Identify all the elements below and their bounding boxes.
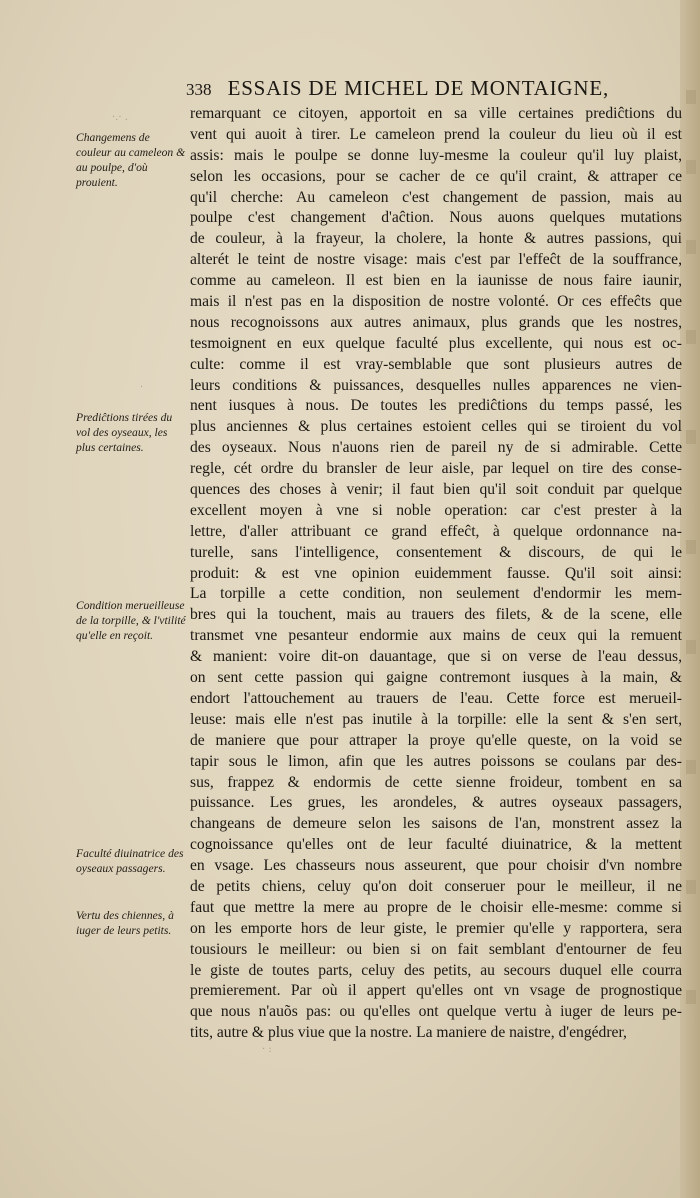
running-title: ESSAIS DE MICHEL DE MONTAIGNE, <box>227 76 610 100</box>
text-line: tapir sous le limon, afin que les autres poissons se coulans par des- <box>190 752 682 770</box>
text-line: puissance. Les grues, les arondeles, & autres oyseaux passagers, <box>190 794 682 812</box>
text-line: bres qui la touchent, mais au trauers des filets, & de la scene, elle <box>190 606 682 624</box>
text-line: turelle, sans l'intelligence, consentement & discours, de qui le <box>190 543 682 561</box>
text-line: tesmoignent en eux quelque faculté plus excellente, qui nous est oc- <box>190 334 682 352</box>
text-line: tits, autre & plus viue que la nostre. La maniere de naistre, d'engédrer, <box>190 1024 627 1042</box>
text-line: le giste de toutes parts, celuy des petits, au secours duquel elle courra <box>190 961 682 979</box>
text-line: poulpe c'est changement d'aĉtion. Nous auons quelques mutations <box>190 209 682 227</box>
ink-smudge: · <box>140 382 144 393</box>
text-line: alterét le teint de nostre visage: mais c'est par l'effeĉt de la souffrance, <box>190 251 682 269</box>
page-number: 338 <box>186 80 212 99</box>
text-line: de petits chiens, celuy qu'on doit conseruer pour le meilleur, il ne <box>190 877 682 895</box>
text-line: en vsage. Les chasseurs nous asseurent, que pour choisir d'vn nombre <box>190 857 682 875</box>
text-line: leurs conditions & puissances, desquelles nulles apparences ne vien- <box>190 376 682 394</box>
text-line: sus, frappez & endormis de cette sienne froideur, tombent en sa <box>190 773 682 791</box>
text-line: transmet vne pesanteur endormie aux mains de ceux qui la remuent <box>190 627 682 645</box>
text-line: excellent moyen à vne si noble operation: car c'est prester à la <box>190 501 682 519</box>
text-line: vent qui auoit à tirer. Le cameleon prend la couleur du lieu où il est <box>190 125 682 143</box>
text-line: on sent cette passion qui gaigne contremont iusques à la main, & <box>190 669 682 687</box>
text-line: remarquant ce citoyen, apportoit en sa ville certaines prediĉtions du <box>190 105 682 122</box>
facing-page-edge <box>680 0 700 1198</box>
text-line: nous recognoissons aux autres animaux, plus grands que les nostres, <box>190 313 682 331</box>
text-line: quences des choses à venir; il faut bien qu'il soit conduit par quelque <box>190 481 682 499</box>
text-line: culte: comme il est vray-semblable que sont plusieurs autres de <box>190 355 682 373</box>
text-line: La torpille a cette condition, non seulement d'endormir les mem- <box>190 585 682 603</box>
text-line: des oyseaux. Nous n'auons rien de pareil ny de si admirable. Cette <box>190 439 682 457</box>
text-line: lettre, d'aller attribuant ce grand effeĉt, à quelque ordonnance na- <box>190 522 682 540</box>
text-line: & manient: voire dit-on dauantage, que si on verse de l'eau dessus, <box>190 648 682 666</box>
running-header <box>186 76 666 102</box>
text-line: endort l'attouchement au trauers de l'eau. Cette force est merueil- <box>190 689 682 707</box>
text-line: que nous n'auõs pas: ou qu'elles ont quelque vertu à iuger de leurs pe- <box>190 1003 682 1021</box>
text-line: plus anciennes & plus certaines estoient celles qui se tiroient du vol <box>190 418 682 436</box>
text-line: regle, cét ordre du bransler de leur aisle, par lequel on tire des conse- <box>190 460 682 478</box>
ink-smudge: · : <box>262 1044 272 1055</box>
main-text-column <box>190 104 682 1044</box>
text-line: comme au cameleon. Il est bien en la iaunisse de nous faire iaunir, <box>190 272 682 290</box>
text-line: changeans de demeure selon les saisons de l'an, monstrent assez la <box>190 815 682 833</box>
text-line: selon les occasions, pour se cacher de ce qu'il craint, & attraper ce <box>190 167 682 185</box>
text-line: assis: mais le poulpe se donne luy-mesme la couleur qu'il luy plaist, <box>190 146 682 164</box>
text-line: mais il n'est pas en la disposition de nostre volonté. Or ces effeĉts que <box>190 293 682 311</box>
margin-note-dogs: Vertu des chiennes, à iuger de leurs petits. <box>76 909 174 937</box>
margin-note-torpedo: Condition merueilleuse de la torpille, & l'vtilité qu'elle en reçoit. <box>76 599 186 642</box>
text-line: de couleur, à la frayeur, la cholere, la honte & autres passions, qui <box>190 230 682 248</box>
margin-note-divination: Faculté diuinatrice des oyseaux passagers. <box>76 847 184 875</box>
margin-note-chameleon: Changemens de couleur au cameleon & au poulpe, d'où prouient. <box>76 131 186 189</box>
margin-note-birds: Prediĉtions tirées du vol des oyseaux, les plus certaines. <box>76 411 173 454</box>
text-line: nent iusques à nous. De toutes les prediĉtions du temps passé, les <box>190 397 682 415</box>
text-line: leuse: mais elle n'est pas inutile à la torpille: elle la sent & s'en sert, <box>190 710 682 728</box>
text-line: on les emporte hors de leur giste, le premier qu'elle y rapportera, sera <box>190 919 682 937</box>
text-line: tousiours le meilleur: ou bien si on fait semblant d'entourner de feu <box>190 940 682 958</box>
text-line: qu'il cherche: Au cameleon c'est changement de passion, mais au <box>190 188 682 206</box>
text-line: faut que mettre la mere au propre de le choisir elle-mesme: comme si <box>190 898 682 916</box>
text-line: produit: & est vne opinion euidemment fausse. Qu'il soit ainsi: <box>190 564 682 582</box>
ink-smudge: ·.· . <box>112 112 128 123</box>
text-line: cognoissance qu'elles ont de leur faculté diuinatrice, & la mettent <box>190 836 682 854</box>
text-line: de maniere que pour attraper la proye qu'elle queste, on la void se <box>190 731 682 749</box>
text-line: premierement. Par où il appert qu'elles ont vn vsage de prognostique <box>190 982 682 1000</box>
